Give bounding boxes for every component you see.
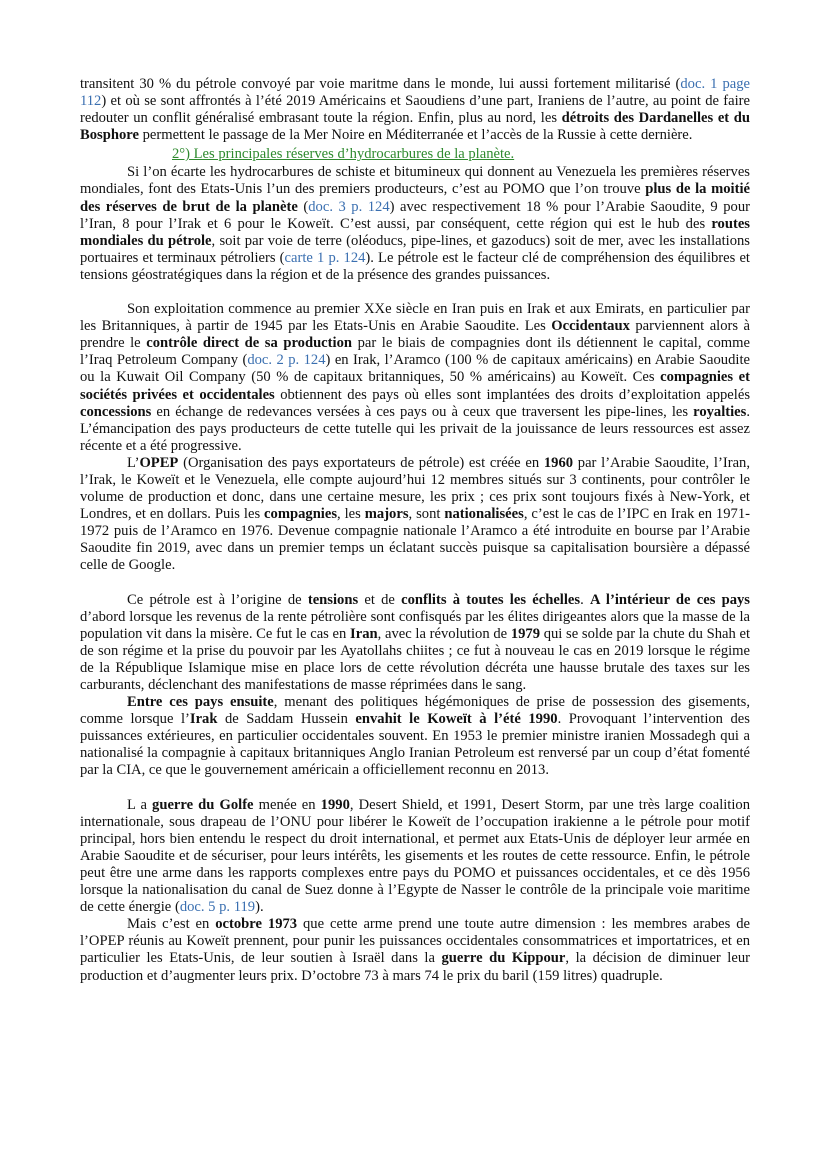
bold-term: détroits des Dardanelles et du Bosphore bbox=[80, 110, 750, 144]
bold-term: routes mondiales du pétrole bbox=[80, 215, 750, 249]
bold-term: tensions bbox=[307, 591, 359, 608]
bold-term: guerre du Golfe bbox=[152, 796, 254, 813]
text-run: Son exploitation commence au premier XXe siècle en Iran puis en Irak et aux Emirats, en particulier par les Britanniques, à partir de 1945 par les Etats-Unis en Arabie Saoudite. Les bbox=[80, 301, 750, 335]
bold-term: A l’intérieur de ces pays bbox=[589, 591, 750, 608]
bold-term: conflits à toutes les échelles bbox=[401, 591, 581, 608]
paragraph bbox=[80, 916, 750, 984]
bold-term: contrôle direct de sa production bbox=[146, 335, 352, 352]
text-run: ). bbox=[255, 899, 264, 916]
text-run: qui se solde par la chute du Shah et de son régime et la prise du pouvoir par les Ayatollahs chiites ; ce fut à nouveau le cas en 2019 lorsque le régime de la République Islamique mise en place lors de cette révolution décréta une hausse brutale des taxes sur les carburants, déclenchant des manifestations de masse réprimées dans le sang. bbox=[80, 625, 751, 693]
text-run: . L’émancipation des pays producteurs de cette tutelle qui les privait de la jouissance de leurs ressources est assez récente et a été progressive. bbox=[80, 403, 750, 454]
text-run: 2°) Les principales réserves d’hydrocarbures de la planète. bbox=[172, 146, 515, 163]
document-reference-link[interactable]: doc. 3 p. 124 bbox=[308, 198, 390, 215]
document-page bbox=[80, 76, 750, 985]
text-run: , menant des politiques hégémoniques de prise de possession des gisements, comme lorsque l’ bbox=[80, 694, 750, 728]
bold-term: Occidentaux bbox=[551, 318, 630, 335]
bold-term: 1979 bbox=[510, 625, 540, 642]
paragraph bbox=[80, 694, 750, 779]
text-run: , avec la révolution de bbox=[377, 625, 511, 642]
bold-term: compagnies et sociétés privées et occidentales bbox=[80, 369, 750, 403]
text-run: en échange de redevances versées à ces pays ou à ceux que traversent les pipe-lines, les bbox=[151, 403, 694, 420]
bold-term: majors bbox=[364, 506, 409, 523]
text-run: ). Le pétrole est le facteur clé de compréhension des équilibres et tensions géostratégiques dans la région et de la présence des grandes puissances. bbox=[80, 249, 750, 283]
text-run: , les bbox=[337, 506, 365, 523]
document-reference-link[interactable]: doc. 5 p. 119 bbox=[179, 899, 256, 916]
text-run: , soit par voie de terre (oléoducs, pipe-lines, et gazoducs) soit de mer, avec les installations portuaires et terminaux pétroliers ( bbox=[80, 232, 750, 266]
text-run: (Organisation des pays exportateurs de pétrole) est créée en bbox=[178, 454, 544, 471]
document-reference-link[interactable]: carte 1 p. 124 bbox=[284, 249, 366, 266]
text-run: parviennent alors à prendre le bbox=[80, 318, 750, 352]
text-run: permettent le passage de la Mer Noire en Méditerranée et l’accès de la Russie à cette dernière. bbox=[138, 127, 693, 144]
text-run: Mais c’est en bbox=[127, 916, 216, 933]
bold-term: nationalisées bbox=[444, 506, 524, 523]
text-run: Ce pétrole est à l’origine de bbox=[127, 591, 308, 608]
text-run: . Provoquant l’intervention des puissances extérieures, en particulier occidentales souvent. En 1953 le premier ministre iranien Mossadegh qui a nationalisé la compagnie à capitaux britanniques Anglo Iranian Petroleum est renversé par un coup d’état fomenté par la CIA, ce que le gouvernement américain a officiellement reconnu en 2013. bbox=[80, 711, 750, 779]
bold-term: 1990 bbox=[320, 796, 350, 813]
paragraph bbox=[80, 455, 750, 575]
document-reference-link[interactable]: doc. 2 p. 124 bbox=[247, 352, 326, 369]
bold-term: plus de la moitié des réserves de brut de la planète bbox=[80, 181, 750, 215]
bold-term: compagnies bbox=[264, 506, 338, 523]
text-run: par l’Arabie Saoudite, l’Iran, l’Irak, le Koweït et le Venezuela, elle compte aujourd’hui 12 membres situés sur 3 continents, pour contrôler le volume de production et donc, dans une certaine mesure, les prix ; ces prix sont toujours fixés à New-York, et Londres, et en dollars. Puis les bbox=[80, 454, 750, 523]
bold-term: 1960 bbox=[543, 454, 574, 471]
bold-term: concessions bbox=[80, 403, 152, 420]
text-run: menée en bbox=[253, 796, 321, 813]
text-run: et de bbox=[358, 591, 402, 608]
text-run: d’abord lorsque les revenus de la rente pétrolière sont confisqués par les élites dirigeantes alors que la masse de la population vit dans la misère. Ce fut le cas en bbox=[80, 608, 750, 642]
text-run: L’ bbox=[127, 454, 140, 471]
bold-term: Iran bbox=[350, 625, 378, 642]
text-run: ) en Irak, l’Aramco (100 % de capitaux américains) en Arabie Saoudite ou la Kuwait Oil Company (50 % de capitaux britanniques, 50 % américains) au Koweït. Ces bbox=[80, 352, 750, 386]
bold-term: OPEP bbox=[139, 454, 179, 471]
paragraph bbox=[80, 76, 750, 144]
paragraph bbox=[80, 301, 750, 455]
text-run: L a bbox=[127, 796, 153, 813]
paragraph bbox=[80, 797, 750, 917]
text-run: , c’est le cas de l’IPC en Irak en 1971-1972 puis de l’Aramco en 1976. Devenue compagnie nationale l’Aramco a été introduite en bourse par l’Arabie Saoudite fin 2019, avec dans un premier temps un éclatant succès puisque sa capitalisation boursière a dépassé celle de Google. bbox=[80, 506, 750, 574]
bold-term: guerre du Kippour bbox=[441, 950, 566, 967]
paragraph bbox=[80, 164, 750, 284]
section-heading bbox=[80, 144, 750, 164]
bold-term: Irak bbox=[189, 711, 218, 728]
paragraph bbox=[80, 592, 750, 695]
text-run: que cette arme prend une toute autre dimension : les membres arabes de l’OPEP réunis au Koweït prennent, pour punir les puissances occidentales consommatrices et importatrices, et en particulier les Etats-Unis, de leur soutien à Israël dans la bbox=[80, 916, 750, 967]
bold-term: Entre ces pays ensuite bbox=[127, 694, 274, 711]
text-run: Si l’on écarte les hydrocarbures de schiste et bitumineux qui donnent au Venezuela les premières réserves mondiales, font des Etats-Unis l’un des premiers producteurs, c’est au POMO que l’on trouve bbox=[80, 164, 750, 198]
text-run: ) avec respectivement 18 % pour l’Arabie Saoudite, 9 pour l’Iran, 8 pour l’Irak et 6 pour le Koweït. C’est aussi, par conséquent, cette région qui est le hub des bbox=[80, 198, 750, 232]
text-run: , Desert Shield, et 1991, Desert Storm, par une très large coalition internationale, sous drapeau de l’ONU pour libérer le Koweït de l’occupation irakienne a le pétrole pour motif principal, hors bien entendu le respect du droit international, et permet aux Etats-Unis de déployer leur armée en Arabie Saoudite et de sécuriser, pour leurs intérêts, les gisements et les routes de cette ressource. Enfin, le pétrole peut être une arme dans les rapports complexes entre pays du POMO et puissances occidentales, et ce dès 1956 lorsque la nationalisation du canal de Suez donne à l’Egypte de Nasser le contrôle de la principale voie maritime de cette énergie ( bbox=[80, 796, 751, 916]
text-run: , sont bbox=[408, 506, 445, 523]
text-run: ( bbox=[297, 198, 309, 215]
bold-term: octobre 1973 bbox=[215, 916, 298, 933]
text-run: obtiennent des pays où elles sont implantées des droits d’exploitation appelés bbox=[274, 386, 750, 403]
text-run: transitent 30 % du pétrole convoyé par voie maritme dans le monde, lui aussi fortement militarisé ( bbox=[80, 76, 681, 92]
text-run: de Saddam Hussein bbox=[217, 711, 356, 728]
bold-term: royalties bbox=[693, 403, 747, 420]
bold-term: envahit le Koweït à l’été 1990 bbox=[355, 711, 558, 728]
text-run: . bbox=[580, 591, 590, 608]
document-reference-link[interactable]: doc. 1 page 112 bbox=[80, 76, 750, 110]
text-run: ) et où se sont affrontés à l’été 2019 Américains et Saoudiens d’une part, Iraniens de l’autre, au point de faire redouter un conflit généralisé embrasant toute la région. Enfin, plus au nord, les bbox=[80, 93, 750, 127]
text-run: , la décision de diminuer leur production et d’augmenter leurs prix. D’octobre 73 à mars 74 le prix du baril (159 litres) quadruple. bbox=[80, 950, 750, 984]
text-run: par le biais de compagnies dont ils détiennent le capital, comme l’Iraq Petroleum Company ( bbox=[80, 335, 750, 369]
